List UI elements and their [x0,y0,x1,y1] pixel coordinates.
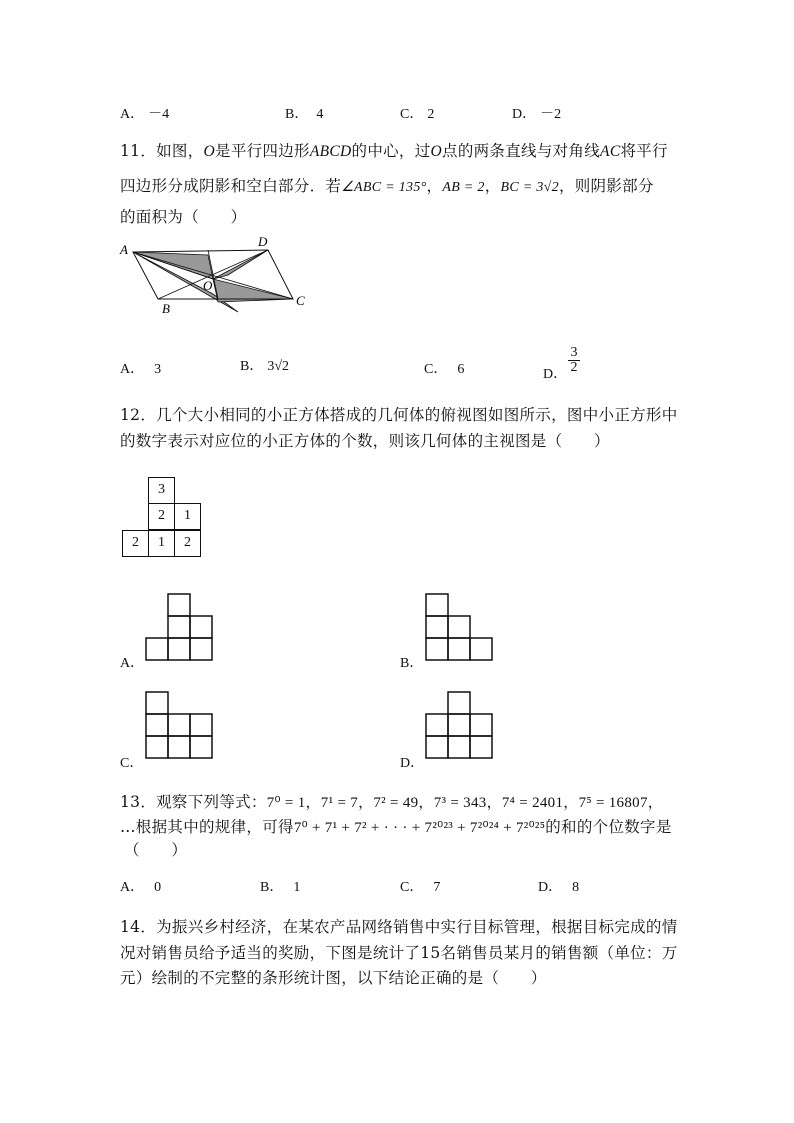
q13-option-d: D． 8 [538,880,580,895]
label-a: A [120,242,128,257]
q11-option-d-fraction: 3 2 [568,346,580,375]
q13-option-c: C． 7 [400,880,441,895]
grid-cell: 2 [122,530,149,557]
q11-option-a: A． 3 [120,362,162,377]
grid-cell: 2 [148,503,175,530]
q11-parallelogram-figure [118,232,318,322]
q12-line-2: 的数字表示对应位的小正方体的个数，则该几何体的主视图是（ ） [120,432,610,450]
q10-option-a: A． －4 [120,107,170,122]
q13-option-b: B． 1 [260,880,301,895]
grid-cell: 1 [148,530,175,557]
q13-option-a: A． 0 [120,880,162,895]
q12-option-b-label: B． [400,656,424,671]
grid-cell: 1 [174,503,201,530]
q12-option-d-label: D． [400,756,425,771]
q11-line-2: 四边形分成阴影和空白部分．若∠ABC = 135°，AB = 2，BC = 3√2，则阴影部分 [120,177,654,195]
q12-option-b-figure [426,593,496,663]
q13-line-2: …根据其中的规律，可得7⁰ + 7¹ + 7² + · · · + 7²⁰²³ + 7²⁰²⁴ + 7²⁰²⁵的和的个位数字是 [120,818,672,836]
q12-option-d-figure [426,692,496,762]
q10-option-b: B． 4 [285,107,324,122]
q11-option-b: B． 3√2 [240,359,290,374]
q10-option-c: C． 2 [400,107,435,122]
q14-line-1: 14．为振兴乡村经济，在某农产品网络销售中实行目标管理，根据目标完成的情 [120,918,678,936]
label-c: C [296,293,305,308]
q12-option-c-figure [146,692,216,762]
q14-line-3: 元）绘制的不完整的条形统计图，以下结论正确的是（ ） [120,969,547,987]
q11-option-d: D． [543,367,568,382]
label-b: B [162,301,170,316]
q13-line-3: （ ） [124,841,188,859]
q12-line-1: 12．几个大小相同的小正方体搭成的几何体的俯视图如图所示，图中小正方形中 [120,406,678,424]
q13-line-1: 13．观察下列等式：7⁰ = 1，7¹ = 7，7² = 49，7³ = 343，7⁴ = 2401，7⁵ = 16807， [120,793,664,811]
grid-cell: 2 [174,530,201,557]
q14-line-2: 况对销售员给予适当的奖励，下图是统计了15名销售员某月的销售额（单位：万 [120,944,678,962]
q12-option-a-label: A． [120,656,145,671]
label-d: D [258,234,268,249]
q11-option-c: C． 6 [424,362,465,377]
label-o: O [203,278,213,293]
q11-line-3: 的面积为（ ） [120,208,247,226]
q10-option-d: D． －2 [512,107,562,122]
grid-cell: 3 [148,477,175,504]
q12-option-a-figure [146,593,216,663]
q12-option-c-label: C． [120,756,144,771]
q11-line-1: 11．如图，O是平行四边形ABCD的中心，过O点的两条直线与对角线AC将平行 [120,142,668,160]
